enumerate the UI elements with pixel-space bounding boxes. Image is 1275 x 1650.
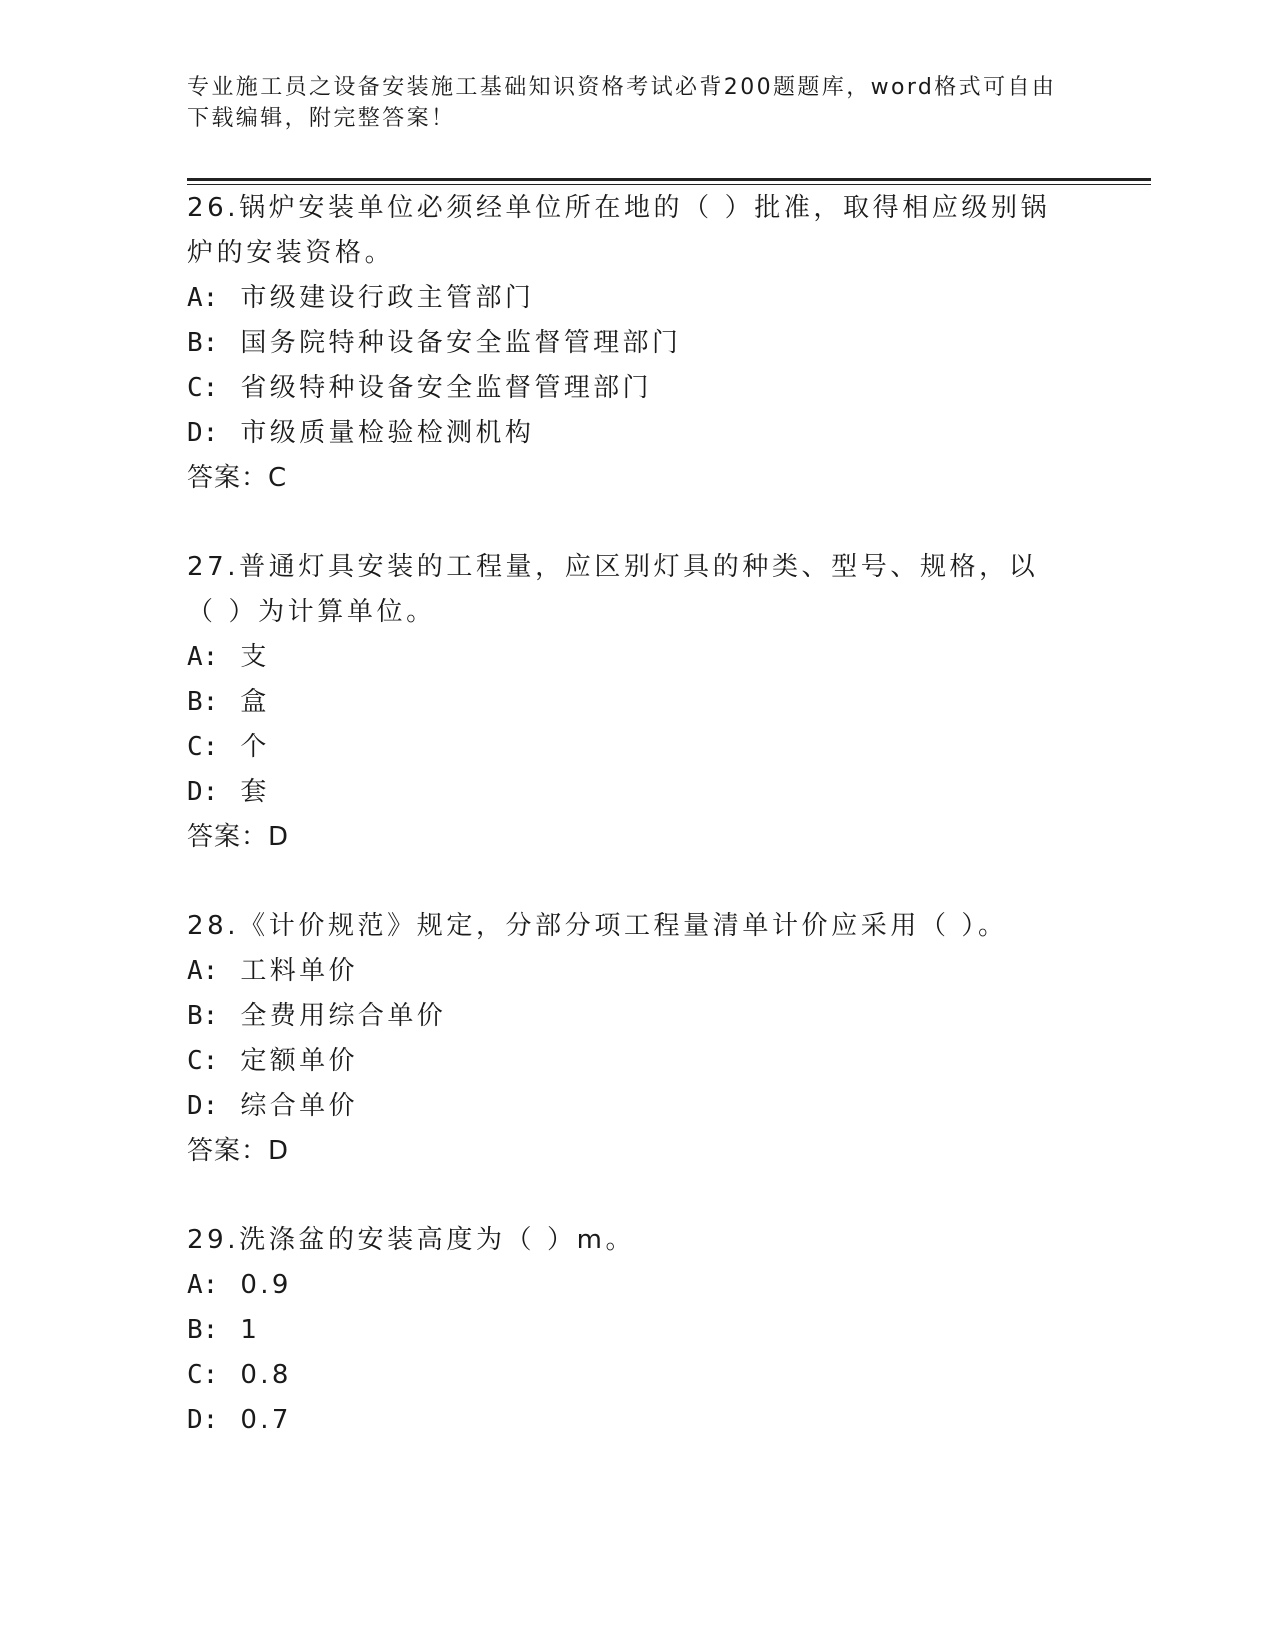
option-text: 国务院特种设备安全监督管理部门	[240, 328, 682, 358]
option-letter: B:	[187, 328, 219, 358]
option-text: 全费用综合单价	[240, 1001, 447, 1031]
option-c	[187, 366, 1087, 411]
option-letter: C:	[187, 1046, 219, 1076]
option-b	[187, 994, 1087, 1039]
option-text: 市级建设行政主管部门	[240, 283, 535, 313]
option-text: 0.8	[240, 1360, 292, 1390]
question-stem: 27.普通灯具安装的工程量，应区别灯具的种类、型号、规格，以（ ）为计算单位。	[187, 552, 1039, 627]
option-a	[187, 635, 1087, 680]
answer: 答案：D	[187, 1136, 290, 1166]
option-text: 工料单价	[240, 956, 358, 986]
option-text: 定额单价	[240, 1046, 358, 1076]
question-stem: 28.《计价规范》规定，分部分项工程量清单计价应采用（ ）。	[187, 911, 1008, 941]
option-a	[187, 276, 1087, 321]
option-d	[187, 411, 1087, 456]
option-letter: B:	[187, 1001, 219, 1031]
option-a	[187, 1263, 1087, 1308]
option-c	[187, 1353, 1087, 1398]
option-letter: A:	[187, 642, 219, 672]
question-29	[187, 1218, 1087, 1443]
option-text: 市级质量检验检测机构	[240, 418, 535, 448]
option-c	[187, 725, 1087, 770]
header-rule-thick	[187, 178, 1151, 181]
option-letter: C:	[187, 1360, 219, 1390]
option-d	[187, 1084, 1087, 1129]
option-letter: D:	[187, 1405, 219, 1435]
option-text: 0.9	[240, 1270, 292, 1300]
option-letter: D:	[187, 1091, 219, 1121]
option-b	[187, 1308, 1087, 1353]
option-c	[187, 1039, 1087, 1084]
option-letter: A:	[187, 283, 219, 313]
option-a	[187, 949, 1087, 994]
option-letter: B:	[187, 1315, 219, 1345]
option-letter: B:	[187, 687, 219, 717]
question-stem: 26.锅炉安装单位必须经单位所在地的（ ）批准，取得相应级别锅炉的安装资格。	[187, 193, 1051, 268]
question-26	[187, 186, 1087, 501]
option-letter: D:	[187, 777, 219, 807]
option-d	[187, 1398, 1087, 1443]
option-d	[187, 770, 1087, 815]
option-text: 盒	[240, 687, 270, 717]
option-letter: A:	[187, 956, 219, 986]
option-text: 综合单价	[240, 1091, 358, 1121]
option-letter: D:	[187, 418, 219, 448]
question-stem: 29.洗涤盆的安装高度为（ ）m。	[187, 1225, 636, 1255]
option-text: 1	[240, 1315, 261, 1345]
option-b	[187, 321, 1087, 366]
option-text: 套	[240, 777, 270, 807]
question-list	[187, 186, 1087, 1443]
option-text: 0.7	[240, 1405, 292, 1435]
answer: 答案：C	[187, 463, 288, 493]
question-28	[187, 904, 1087, 1174]
option-text: 个	[240, 732, 270, 762]
header-text: 专业施工员之设备安装施工基础知识资格考试必背200题题库，word格式可自由下载编辑，附完整答案！	[187, 75, 1057, 131]
answer: 答案：D	[187, 822, 290, 852]
header-rule-thin	[187, 184, 1151, 185]
option-b	[187, 680, 1087, 725]
option-letter: C:	[187, 373, 219, 403]
option-letter: A:	[187, 1270, 219, 1300]
document-header	[187, 72, 1067, 134]
option-letter: C:	[187, 732, 219, 762]
option-text: 支	[240, 642, 270, 672]
option-text: 省级特种设备安全监督管理部门	[240, 373, 652, 403]
question-27	[187, 545, 1087, 860]
